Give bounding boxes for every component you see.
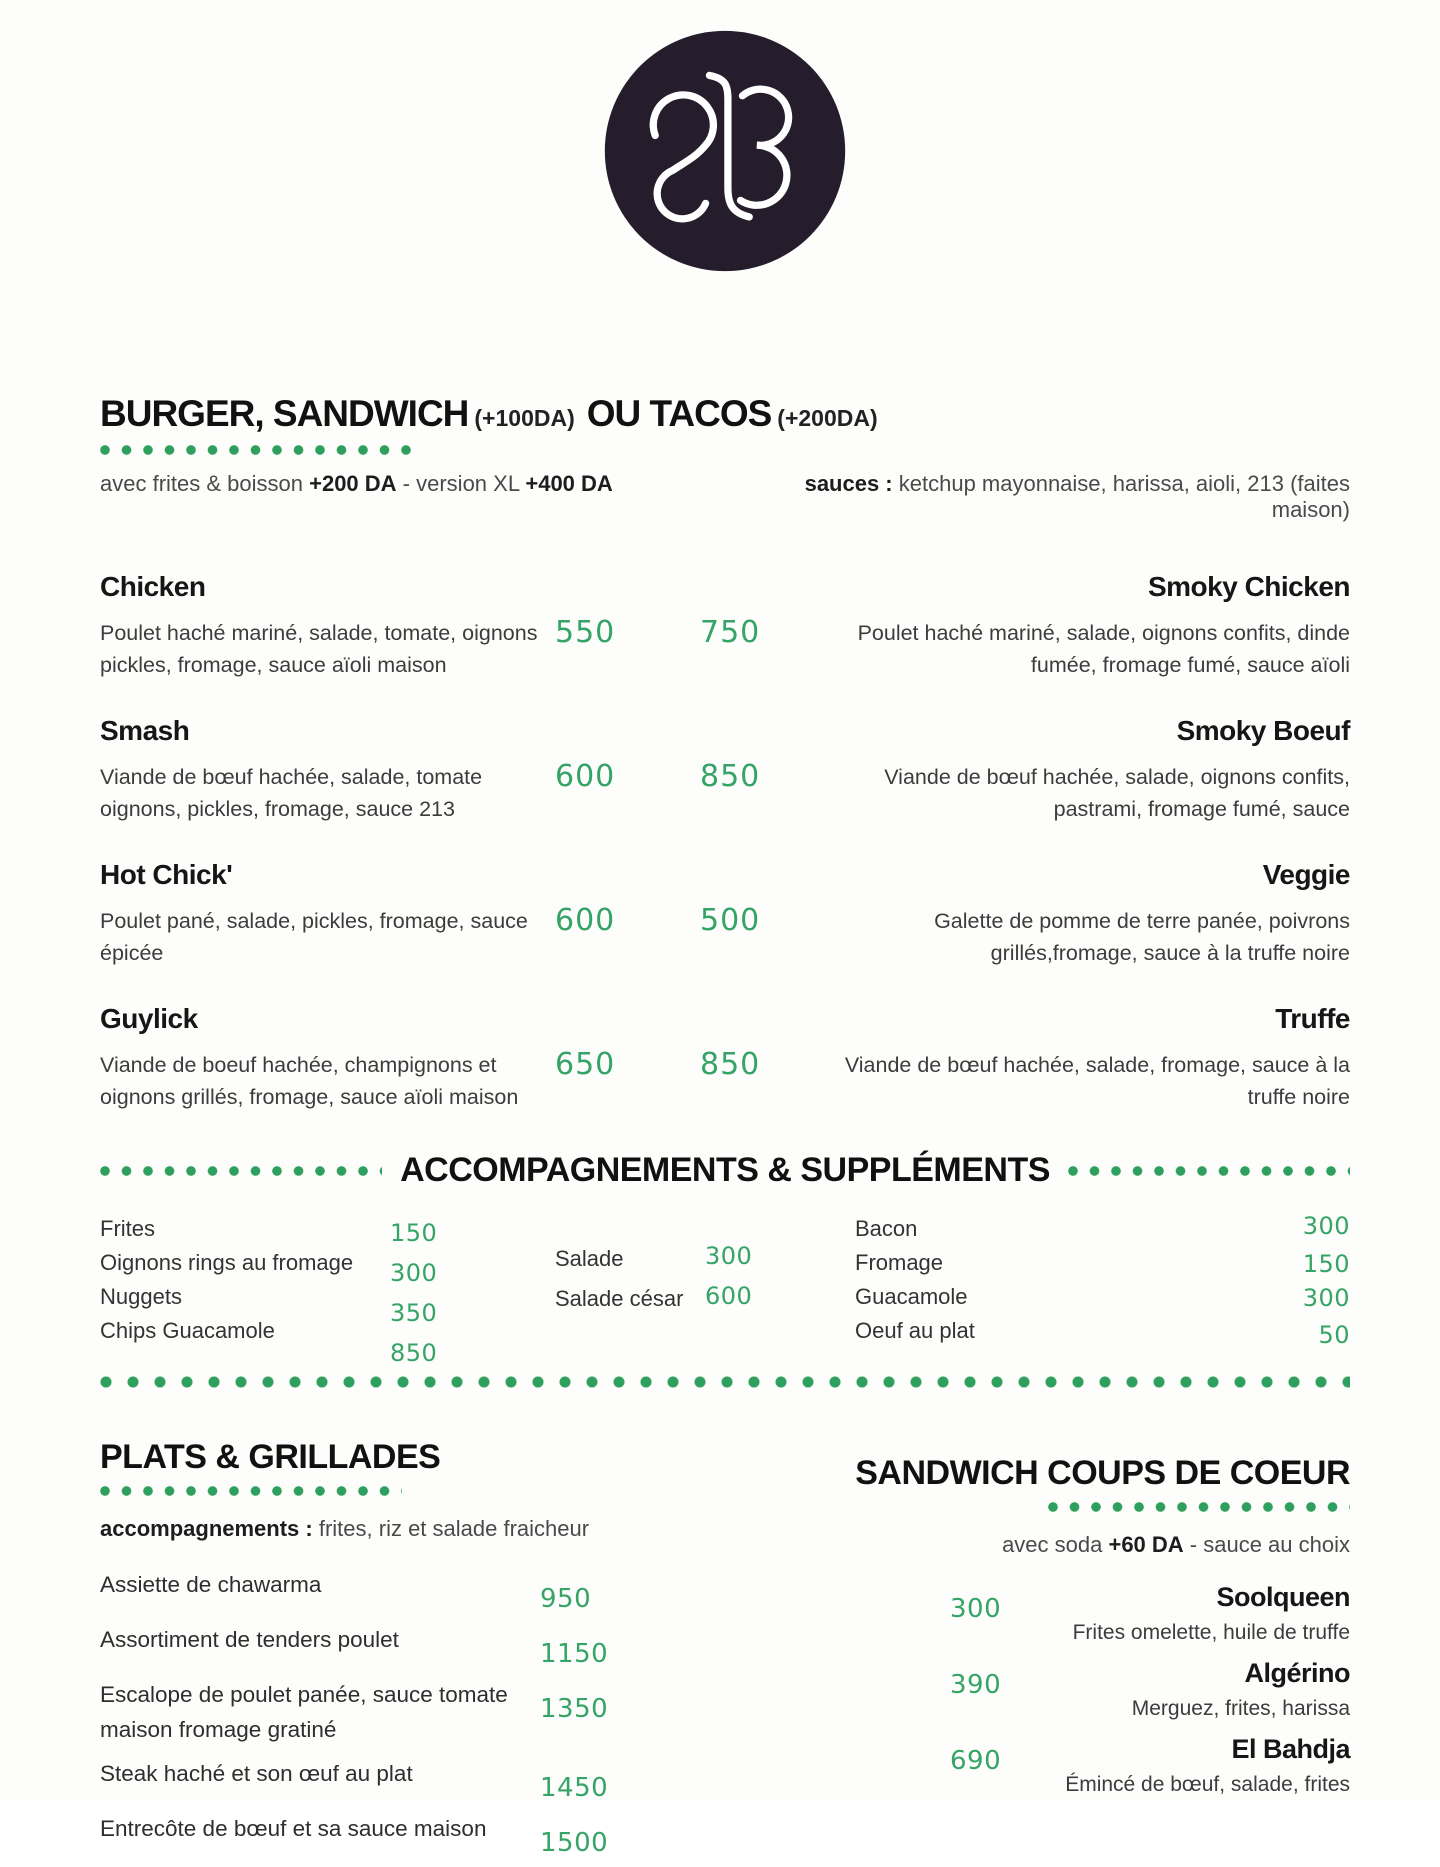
item-price: 750 [700,615,761,650]
plats-note-label: accompagnements : [100,1516,313,1541]
item-price: 300 [950,1594,1002,1624]
item-body [1001,1582,1350,1645]
supplement-name: Chips Guacamole [100,1318,275,1343]
item-price: 650 [555,1047,616,1082]
supplement-name: Guacamole [855,1284,968,1309]
supplement-name: Frites [100,1216,155,1241]
supplement-price: 600 [705,1282,753,1310]
tacos-title-supplement-note: (+200DA) [777,405,878,431]
coups-note-price: +60 DA [1108,1532,1184,1557]
item-price: 600 [555,759,616,794]
menu-item [100,1623,720,1669]
menu-item [100,1757,720,1803]
item-description: Galette de pomme de terre panée, poivrons grillés,fromage, sauce à la truffe noire [934,909,1350,966]
menu-item-smash [100,715,555,835]
supplement-price: 300 [705,1242,753,1270]
item-name: Truffe [1275,1003,1350,1034]
sauces-list: ketchup mayonnaise, harissa, aioli, 213 (faites maison) [892,471,1350,522]
menu-item-soolqueen [760,1582,1350,1645]
item-description: Poulet haché mariné, salade, oignons confits, dinde fumée, fromage fumé, sauce aïoli [857,621,1350,678]
dotted-divider [100,1486,402,1496]
plats-note-text: frites, riz et salade fraicheur [312,1516,590,1541]
supplement-price: 350 [390,1299,438,1327]
menu-item-smoky-chicken [810,571,1350,691]
menu-item-truffe [810,1003,1350,1123]
supplement-name: Oeuf au plat [855,1318,975,1343]
dotted-divider [100,1376,1350,1388]
supplement-price: 150 [390,1219,438,1247]
menu-item [100,1678,720,1748]
menu-item-guylick [100,1003,555,1123]
sauces-info [730,471,1350,523]
menu-row [100,715,1350,835]
item-price: 500 [700,903,761,938]
supplement-item [855,1250,1350,1284]
supplement-name: Oignons rings au fromage [100,1250,354,1275]
item-name: Steak haché et son œuf au plat [100,1760,413,1786]
item-price: 390 [950,1670,1002,1700]
burger-info-row [100,471,1350,523]
combo-info-text: avec frites & boisson [100,471,310,496]
supplement-price: 150 [1302,1250,1350,1278]
coups-soda-note [760,1532,1350,1558]
burger-title-main: BURGER, SANDWICH [100,393,469,434]
menu-item-el-bahdja [760,1734,1350,1797]
coups-title: SANDWICH COUPS DE COEUR [855,1454,1350,1492]
supplements-title: ACCOMPAGNEMENTS & SUPPLÉMENTS [400,1151,1050,1189]
combo-info-mid: - version XL [396,471,526,496]
item-name: Guylick [100,1003,198,1034]
supplement-item [855,1212,1350,1250]
item-price: 1450 [540,1772,609,1803]
dotted-divider [100,445,422,455]
item-name: Smash [100,715,190,746]
section-supplements [100,1151,1350,1367]
dotted-divider [100,1166,382,1176]
supplement-name: Salade [555,1246,624,1271]
plats-sides-note [100,1516,720,1542]
plats-title: PLATS & GRILLADES [100,1438,441,1476]
section-coups-de-coeur [760,1438,1350,1867]
item-price: 850 [700,759,761,794]
supplement-name: Bacon [855,1216,918,1241]
item-name: Smoky Boeuf [1176,715,1350,746]
item-name: Entrecôte de bœuf et sa sauce maison [100,1815,487,1841]
supplement-name: Salade césar [555,1286,684,1311]
supplement-item [100,1250,555,1287]
logo-213-icon [599,25,851,277]
menu-item [100,1812,720,1858]
combo-price-2: +400 DA [525,471,613,496]
item-name: Assiette de chawarma [100,1572,322,1597]
section-burger-sandwich-tacos [100,393,1350,1123]
supplements-column-2 [555,1216,855,1352]
item-price: 1350 [540,1694,609,1724]
item-description: Poulet haché mariné, salade, tomate, oignons pickles, fromage, sauce aïoli maison [100,621,538,678]
item-price: 550 [555,615,616,650]
item-description: Viande de bœuf hachée, salade, oignons confits, pastrami, fromage fumé, sauce [884,765,1350,822]
menu-item-chicken [100,571,555,691]
item-name: Escalope de poulet panée, sauce tomate maison fromage gratiné [100,1682,508,1742]
menu-item [100,1568,720,1614]
supplement-item [100,1318,555,1367]
burger-items [100,571,1350,1123]
supplement-item [100,1284,555,1327]
item-name: Smoky Chicken [1147,571,1350,602]
supplement-item [855,1284,1350,1318]
supplements-column-1 [100,1216,555,1367]
supplements-column-3 [855,1212,1350,1352]
item-name: Algérino [1244,1658,1350,1688]
item-price: 850 [700,1047,761,1082]
menu-item-smoky-boeuf [810,715,1350,835]
burger-section-title [100,393,1350,435]
item-description: Émincé de bœuf, salade, frites [1065,1773,1350,1796]
supplement-item [855,1318,1350,1352]
item-description: Viande de bœuf hachée, salade, tomate oignons, pickles, fromage, sauce 213 [100,765,483,822]
item-name: Hot Chick' [100,859,233,890]
dotted-divider [1048,1502,1350,1512]
menu-item-veggie [810,859,1350,979]
item-description: Poulet pané, salade, pickles, fromage, sauce épicée [100,909,528,966]
item-description: Viande de bœuf hachée, salade, fromage, sauce à la truffe noire [844,1053,1350,1110]
supplements-header [100,1151,1350,1190]
burger-title-supplement-note: (+100DA) [474,405,575,431]
menu-item-hot-chick [100,859,555,979]
item-name: El Bahdja [1231,1734,1350,1764]
supplement-price: 300 [1302,1284,1350,1312]
coups-note-post: - sauce au choix [1183,1532,1350,1557]
supplement-item [100,1216,555,1250]
coups-note-pre: avec soda [1002,1532,1109,1557]
item-body [1001,1658,1350,1721]
menu-row [100,1003,1350,1123]
combo-info [100,471,613,497]
item-body [1001,1734,1350,1797]
item-price: 1150 [540,1639,609,1669]
dotted-divider [1068,1166,1350,1176]
menu-row [100,859,1350,979]
item-price: 600 [555,903,616,938]
item-name: Chicken [100,571,206,602]
item-description: Viande de boeuf hachée, champignons et oignons grillés, fromage, sauce aïoli maison [100,1053,519,1110]
item-price: 1500 [540,1827,609,1858]
item-name: Soolqueen [1216,1582,1350,1612]
supplement-price: 850 [390,1339,438,1367]
item-price: 950 [540,1584,592,1614]
supplement-name: Fromage [855,1250,944,1275]
section-plats-grillades [100,1438,720,1867]
item-description: Frites omelette, huile de truffe [1072,1621,1350,1644]
section-bottom [100,1438,1350,1867]
plats-items [100,1568,720,1858]
item-name: Assortiment de tenders poulet [100,1627,399,1652]
supplement-item [555,1282,855,1326]
tacos-title: OU TACOS [586,393,772,434]
item-description: Merguez, frites, harissa [1131,1697,1350,1720]
item-name: Veggie [1262,859,1350,890]
sauces-label: sauces : [804,471,893,496]
supplement-name: Nuggets [100,1284,182,1309]
menu-item-algerino [760,1658,1350,1721]
supplement-price: 300 [390,1259,438,1287]
supplements-grid [100,1212,1350,1367]
supplement-price: 300 [1302,1212,1350,1240]
supplement-item [555,1242,855,1286]
item-price: 690 [950,1746,1002,1776]
menu-row [100,571,1350,691]
combo-price-1: +200 DA [309,471,397,496]
restaurant-logo [100,25,1350,277]
supplement-price: 50 [1318,1321,1350,1349]
coups-items [760,1582,1350,1797]
